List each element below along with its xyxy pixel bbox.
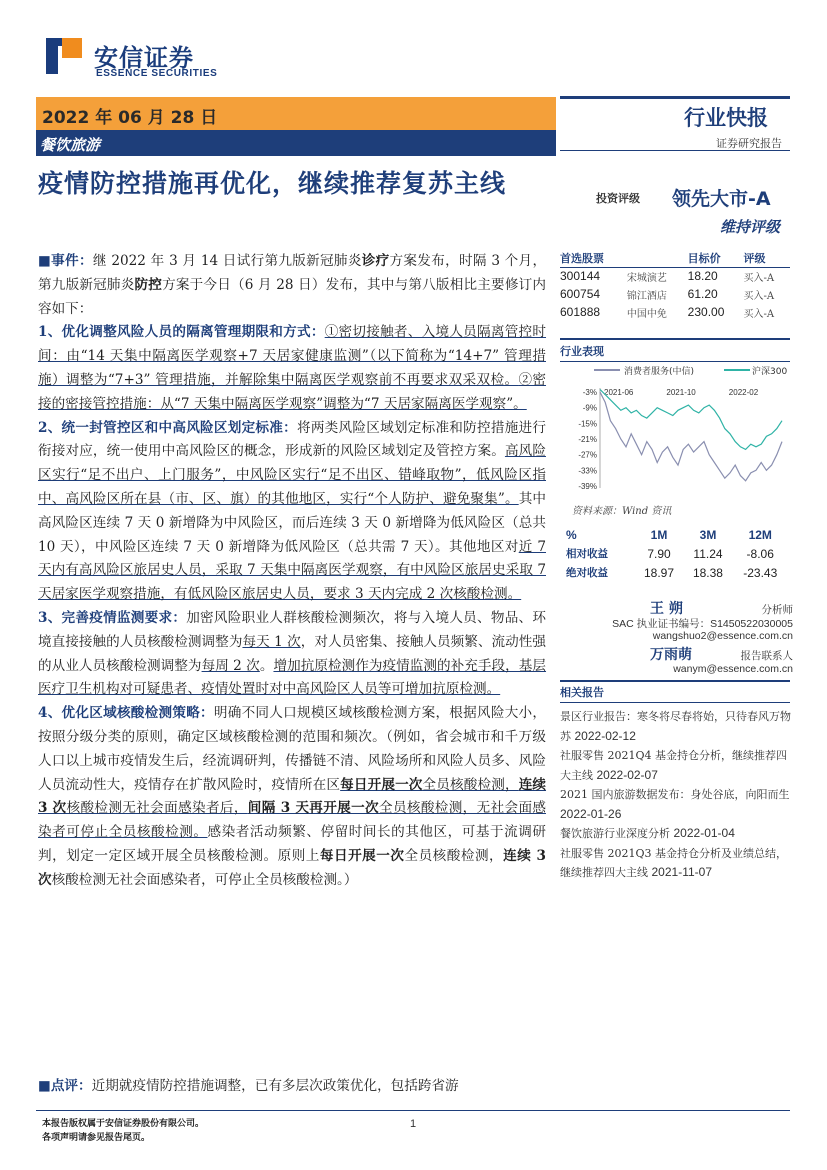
table-row: 600754 锦江酒店 61.20 买入-A	[560, 287, 775, 302]
contact-role: 报告联系人	[740, 650, 793, 662]
y-tick-label: -21%	[578, 435, 597, 444]
logo-icon	[44, 36, 84, 76]
list-item[interactable]: 景区行业报告：寒冬将尽春将始，只待春风万物苏 2022-02-12	[560, 710, 791, 743]
point-3-paragraph: 3、完善疫情监测要求：加密风险职业人群核酸检测频次，将与入境人员、物品、环境直接接触的人员核酸检测调整为每天 1 次，对人员密集、接触人员频繁、流动性强的从业人员核酸检测调整为每周 2 次。增加抗原检测作为疫情监测的补充手段，基层医疗卫生机构对可疑患者、疫情处置时对中高风险区人员等可增加抗原检测。	[38, 609, 547, 698]
col-name	[627, 250, 688, 267]
related-reports-list	[560, 707, 792, 883]
company-name-en: ESSENCE SECURITIES	[96, 68, 218, 79]
page-number: 1	[410, 1118, 417, 1130]
series-line-consumer	[600, 392, 782, 481]
footer-divider	[36, 1110, 790, 1111]
report-date: 2022 年 06 月 28 日	[42, 108, 218, 128]
point-4-paragraph: 4、优化区域核酸检测策略：明确不同人口规模区域核酸检测方案，根据风险大小，按照分级分类的原则，确定区域核酸检测的范围和频次。（例如，省会城市和千万级人口以上城市疫情发生后，经流调研判，传播链不清、风险场所和风险人员多、风险人员流动性大，疫情存在扩散风险时，疫情所在区每日开展一次全员核酸检测，连续 3 次核酸检测无社会面感染者后，间隔 3 天再开展一次全员核酸检测，无社会面感染者可停止全员核酸检测。感染者活动频繁、停留时间长的其他区，可基于流调研判，划定一定区域开展全员核酸检测。原则上每日开展一次全员核酸检测，连续 3 次核酸检测无社会面感染者，可停止全员核酸检测。）	[38, 705, 547, 888]
main-body	[38, 250, 546, 893]
report-subtitle: 证券研究报告	[716, 137, 782, 150]
series-line-hs300	[600, 389, 782, 449]
y-tick-label: -15%	[578, 419, 597, 429]
table-header-row: % 1M 3M 12M	[566, 528, 772, 542]
analyst-name: 王 朔	[650, 601, 683, 617]
industry-label: 餐饮旅游	[40, 136, 101, 154]
stock-picks-table	[560, 250, 790, 321]
chart-lines	[600, 389, 782, 480]
right-divider-top	[560, 96, 790, 99]
table-row: 相对收益 7.90 11.24 -8.06	[566, 546, 774, 561]
rating-value: 领先大市-A	[672, 188, 771, 210]
y-tick-label: -27%	[578, 450, 597, 460]
analyst-sac: SAC 执业证书编号：S1450522030005	[612, 618, 793, 630]
footer-disclaimer: 各项声明请参见报告尾页。	[42, 1133, 151, 1143]
table-header-row	[560, 250, 790, 267]
performance-table	[566, 526, 788, 582]
section-divider	[560, 680, 790, 682]
list-item[interactable]: 2021 国内旅游数据发布：身处谷底，向阳而生 2022-01-26	[560, 788, 790, 821]
list-item[interactable]: 社服零售 2021Q3 基金持仓分析及业绩总结，继续推荐四大主线 2021-11-07	[560, 846, 788, 879]
point-2-paragraph: 2、统一封管控区和中高风险区划定标准：将两类风险区域划定标准和防控措施进行衔接对应，统一使用中高风险区的概念，形成新的风险区域划定及管控方案。高风险区实行“足不出户、上门服务”，中风险区实行“足不出区、错峰取物”，低风险区指中、高风险区所在县（市、区、旗）的其他地区，实行“个人防护、避免聚集”。其中高风险区连续 7 天 0 新增降为中风险区，而后连续 3 天 0 新增降为低风险区（总共 10 天），中风险区连续 7 天 0 新增降为低风险区（总共需 7 天）。其他地区对近 7 天内有高风险区旅居史人员，采取 7 天集中隔离医学观察，有中风险区旅居史采取 7 天居家医学观察措施，有低风险区旅居史人员，要求 3 天内完成 2 次核酸检测。	[38, 419, 547, 603]
y-tick-label: -33%	[578, 466, 597, 476]
legend-hs300: 沪深300	[752, 367, 788, 377]
list-item[interactable]: 社服零售 2021Q4 基金持仓分析，继续推荐四大主线 2022-02-07	[560, 749, 788, 782]
rating-label: 投资评级	[596, 192, 640, 205]
comment-paragraph: ■点评：近期就疫情防控措施调整，已有多层次政策优化，包括跨省游	[38, 1078, 459, 1094]
related-reports-title: 相关报告	[560, 684, 790, 703]
x-tick-label: 2021-10	[666, 388, 696, 397]
chart-source: 资料来源：Wind 资讯	[572, 506, 672, 517]
chart-legend	[594, 365, 787, 377]
x-axis	[604, 388, 759, 397]
event-paragraph: ■事件：继 2022 年 3 月 14 日试行第九版新冠肺炎诊疗方案发布，时隔 3 个月，第九版新冠肺炎防控方案于今日（6 月 28 日）发布，其中与第八版相比主要修订内容如下：	[38, 253, 547, 317]
col-rating: 评级	[743, 250, 790, 267]
company-name: 安信证券	[94, 44, 194, 72]
point-1-paragraph: 1、优化调整风险人员的隔离管理期限和方式：①密切接触者、入境人员隔离管控时间：由“14 天集中隔离医学观察+7 天居家健康监测”（以下简称为“14+7” 管理措施）调整为“7+3” 管理措施，并解除集中隔离医学观察前不再要求双采双检。②密接的密接管控措施：从“7 天集中隔离医学观察”调整为“7 天居家隔离医学观察”。	[38, 324, 547, 412]
col-stock: 首选股票	[560, 250, 627, 267]
contact-email[interactable]: wanym@essence.com.cn	[673, 663, 793, 675]
legend-consumer: 消费者服务(中信)	[624, 367, 695, 377]
list-item[interactable]: 餐饮旅游行业深度分析 2022-01-04	[560, 826, 735, 840]
y-tick-label: -9%	[582, 403, 597, 413]
industry-perf-title: 行业表现	[560, 343, 790, 362]
y-tick-label: -39%	[578, 482, 597, 491]
industry-perf-chart	[560, 362, 790, 497]
rating-maintain: 维持评级	[720, 218, 781, 236]
section-divider	[560, 338, 790, 340]
y-tick-label: -3%	[582, 388, 597, 397]
report-type: 行业快报	[684, 106, 768, 130]
right-divider	[560, 150, 790, 151]
col-target: 目标价	[688, 250, 744, 267]
x-tick-label: 2022-02	[728, 388, 759, 397]
x-tick-label: 2021-06	[604, 388, 634, 397]
contact-name: 万雨萌	[650, 647, 692, 663]
table-row: 绝对收益 18.97 18.38 -23.43	[566, 565, 778, 580]
page-title: 疫情防控措施再优化，继续推荐复苏主线	[38, 169, 507, 198]
industry-bar	[36, 130, 556, 156]
y-axis	[578, 388, 600, 491]
table-row: 601888 中国中免 230.00 买入-A	[560, 305, 775, 320]
analyst-role: 分析师	[761, 604, 793, 616]
footer-copyright: 本报告版权属于安信证券股份有限公司。	[42, 1119, 205, 1129]
table-row: 300144 宋城演艺 18.20 买入-A	[560, 269, 775, 284]
analyst-email[interactable]: wangshuo2@essence.com.cn	[652, 630, 793, 642]
